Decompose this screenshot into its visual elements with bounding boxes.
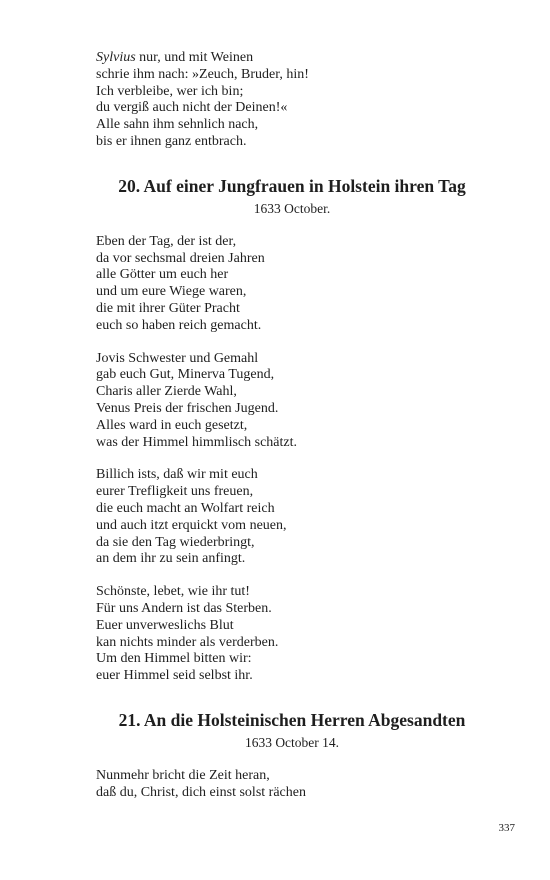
poem-line: schrie ihm nach: »Zeuch, Bruder, hin! xyxy=(96,66,309,82)
poem-date: 1633 October 14. xyxy=(244,734,340,750)
poem-line: Euer unverweslichs Blut xyxy=(96,617,234,633)
poem-line: und um eure Wiege waren, xyxy=(96,284,247,300)
poem-line: Schönste, lebet, wie ihr tut! xyxy=(96,584,250,600)
poem-line: du vergiß auch nicht der Deinen!« xyxy=(96,100,288,116)
top-fragment-stanza xyxy=(96,50,496,151)
poem-title: 20. Auf einer Jungfrauen in Holstein ihren Tag xyxy=(118,175,466,196)
poem-title: 21. An die Holsteinischen Herren Abgesandten xyxy=(118,709,466,730)
poem-stanza xyxy=(96,768,496,802)
poem-date: 1633 October. xyxy=(253,200,331,216)
poem-line: Alle sahn ihm sehnlich nach, xyxy=(96,117,259,133)
poem-line: Um den Himmel bitten wir: xyxy=(96,651,252,667)
poem-line: was der Himmel himmlisch schätzt. xyxy=(96,434,298,450)
poem-line: Billich ists, daß wir mit euch xyxy=(96,467,258,483)
poem-line: Alles ward in euch gesetzt, xyxy=(96,417,248,433)
poem-line: da sie den Tag wiederbringt, xyxy=(96,534,255,550)
poem-line: Venus Preis der frischen Jugend. xyxy=(96,400,279,416)
poem-line xyxy=(96,50,496,67)
poem-line: da vor sechsmal dreien Jahren xyxy=(96,250,265,266)
poem-stanza xyxy=(96,351,496,452)
poem-line: an dem ihr zu sein anfingt. xyxy=(96,551,246,567)
poem-line: Nunmehr bricht die Zeit heran, xyxy=(96,767,270,783)
poem-line: Charis aller Zierde Wahl, xyxy=(96,384,237,400)
poem-line: Jovis Schwester und Gemahl xyxy=(96,350,259,366)
italic-name: Sylvius xyxy=(96,50,136,65)
poem-line: euer Himmel seid selbst ihr. xyxy=(96,668,253,684)
page-number: 337 xyxy=(498,822,515,834)
poem-line: eurer Trefligkeit uns freuen, xyxy=(96,484,254,500)
poem-line: die mit ihrer Güter Pracht xyxy=(96,300,240,316)
poem-line-text: nur, und mit Weinen xyxy=(135,50,254,65)
poem-line: bis er ihnen ganz entbrach. xyxy=(96,133,247,149)
poem-line: alle Götter um euch her xyxy=(96,267,229,283)
poem-line: die euch macht an Wolfart reich xyxy=(96,500,275,516)
poem-stanza xyxy=(96,234,496,335)
poem-line: euch so haben reich gemacht. xyxy=(96,317,262,333)
poem-line: daß du, Christ, dich einst solst rächen xyxy=(96,784,306,800)
poem-line: Für uns Andern ist das Sterben. xyxy=(96,600,272,616)
poem-line: Eben der Tag, der ist der, xyxy=(96,233,237,249)
poem-line: gab euch Gut, Minerva Tugend, xyxy=(96,367,275,383)
poem-line: und auch itzt erquickt vom neuen, xyxy=(96,517,287,533)
poem-stanza xyxy=(96,584,496,685)
poem-line: kan nichts minder als verderben. xyxy=(96,634,279,650)
page-text xyxy=(96,50,496,802)
poem-line: Ich verbleibe, wer ich bin; xyxy=(96,83,244,99)
poem-stanza xyxy=(96,467,496,568)
